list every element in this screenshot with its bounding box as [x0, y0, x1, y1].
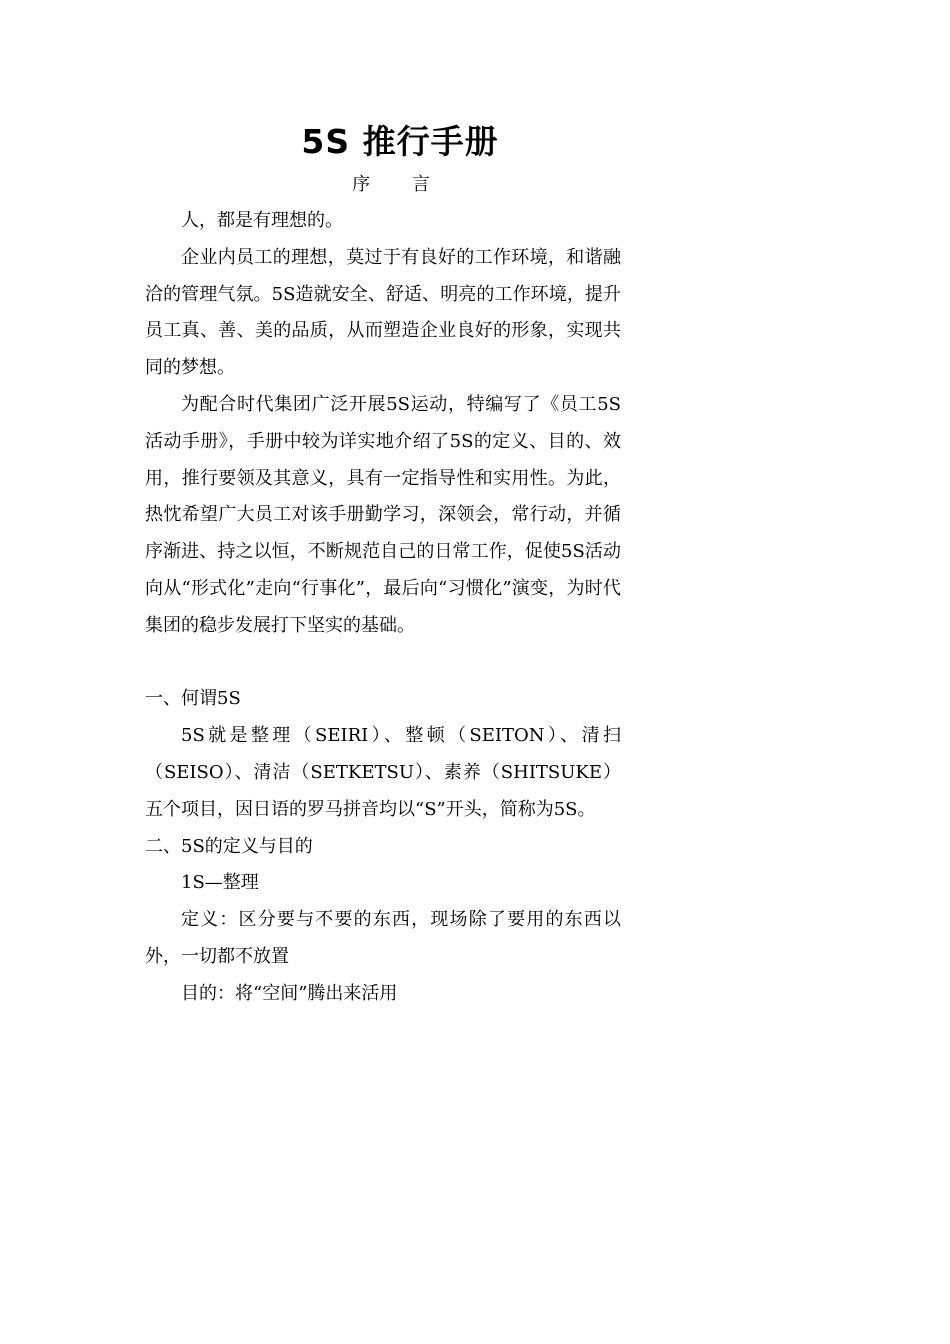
- section-heading-definitions-and-purposes: 二、5S的定义与目的: [145, 835, 313, 857]
- section-paragraph-5s-definition: 5S就是整理（SEIRI）、整顿（SEITON）、清扫（SEISO）、清洁（SETKETSU）、素养（SHITSUKE）五个项目，因日语的罗马拼音均以“S”开头，简称为5S。: [145, 725, 621, 820]
- section-heading-what-is-5s: 一、何谓5S: [145, 688, 241, 710]
- paragraph-spacer: [145, 645, 621, 682]
- preface-heading: 序 言: [352, 174, 448, 195]
- item-purpose-seiri: 目的：将“空间”腾出来活用: [181, 982, 398, 1004]
- preface-paragraph-1: 人，都是有理想的。: [181, 210, 343, 231]
- item-heading-seiri: 1S—整理: [181, 872, 259, 894]
- preface-paragraph-2: 企业内员工的理想，莫过于有良好的工作环境，和谐融洽的管理气氛。5S造就安全、舒适、明亮的工作环境，提升员工真、善、美的品质，从而塑造企业良好的形象，实现共同的梦想。: [145, 246, 621, 379]
- document-title: 5S 推行手册: [301, 122, 499, 161]
- preface-paragraph-3: 为配合时代集团广泛开展5S运动，特编写了《员工5S活动手册》，手册中较为详实地介绍了5S的定义、目的、效用，推行要领及其意义，具有一定指导性和实用性。为此，热忱希望广大员工对该手册勤学习，深领会，常行动，并循序渐进、持之以恒，不断规范自己的日常工作，促使5S活动向从“形式化”走向“行事化”，最后向“习惯化”演变，为时代集团的稳步发展打下坚实的基础。: [145, 393, 621, 636]
- document-body: [145, 203, 621, 1013]
- item-definition-seiri: 定义：区分要与不要的东西，现场除了要用的东西以外，一切都不放置: [145, 909, 621, 967]
